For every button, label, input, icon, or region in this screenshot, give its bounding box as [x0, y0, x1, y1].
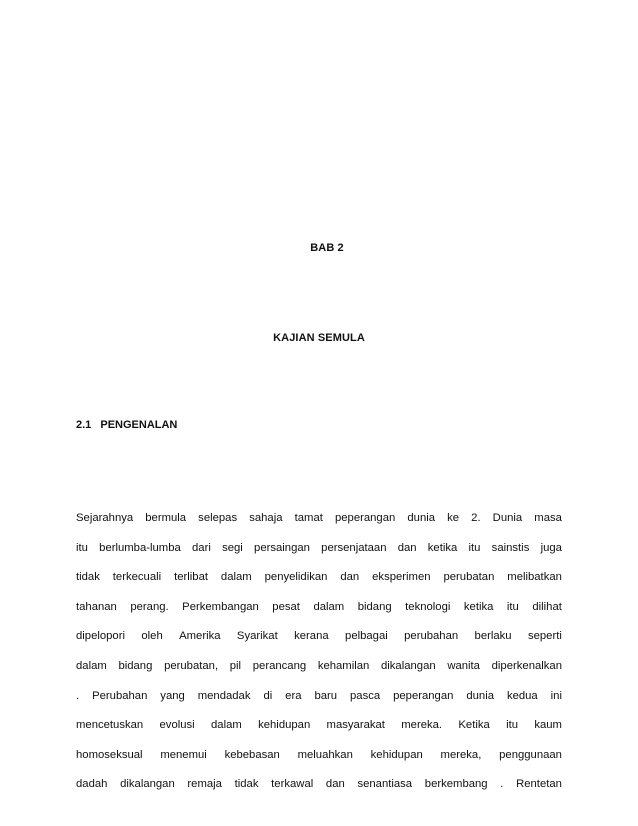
- word: masyarakat: [326, 719, 385, 732]
- word: .: [500, 778, 504, 791]
- word: kedua: [506, 689, 538, 702]
- paragraph-line: [76, 776, 562, 806]
- word: bermula: [145, 512, 187, 524]
- word: sainstis: [491, 541, 530, 554]
- word: selepas: [198, 512, 238, 524]
- word: dipelopori: [76, 630, 125, 643]
- word: melibatkan: [507, 571, 562, 584]
- word: berlumba-lumba: [99, 541, 181, 554]
- word: pasca: [350, 689, 381, 702]
- word: senantiasa: [357, 778, 413, 791]
- word: mereka,: [440, 748, 482, 761]
- word: dan: [397, 541, 417, 554]
- word: Perkembangan: [182, 600, 259, 613]
- paragraph-line: [76, 540, 562, 570]
- word: ke: [447, 512, 460, 524]
- paragraph-line: [76, 747, 562, 777]
- word: itu: [468, 541, 481, 554]
- word: terkecuali: [112, 571, 162, 584]
- word: tidak: [234, 778, 259, 791]
- word: Amerika: [179, 630, 221, 643]
- word: kehamilan: [317, 659, 370, 672]
- word: itu: [506, 719, 519, 732]
- section-title: PENGENALAN: [100, 419, 178, 431]
- word: Sejarahnya: [76, 512, 134, 524]
- word: Ketika: [458, 719, 490, 732]
- word: teknologi: [405, 600, 451, 613]
- paragraph-line: [76, 688, 562, 718]
- word: seperti: [527, 630, 562, 643]
- word: persenjataan: [321, 541, 387, 554]
- chapter-title: KAJIAN SEMULA: [273, 332, 365, 344]
- word: kerana: [294, 630, 329, 643]
- word: era: [285, 689, 302, 702]
- word: di: [263, 689, 273, 702]
- word: dari: [192, 541, 211, 554]
- word: mendadak: [197, 689, 251, 702]
- word: wanita: [447, 659, 480, 672]
- paragraph-line: [76, 628, 562, 658]
- word: masa: [534, 512, 562, 524]
- paragraph-line: [76, 717, 562, 747]
- word: oleh: [141, 630, 163, 643]
- word: mencetuskan: [76, 719, 144, 732]
- word: tahanan: [76, 600, 117, 613]
- word: itu: [76, 541, 88, 554]
- word: sahaja: [249, 512, 283, 524]
- word: Syarikat: [236, 630, 278, 643]
- word: Perubahan: [92, 689, 148, 702]
- word: ketika: [463, 600, 494, 613]
- paragraph-line: [76, 599, 562, 629]
- word: kehidupan: [370, 748, 423, 761]
- word: ketika: [427, 541, 458, 554]
- paragraph-line: [76, 658, 562, 688]
- word: terkawal: [271, 778, 314, 791]
- word: dunia: [466, 689, 494, 702]
- word: dan: [325, 778, 345, 791]
- word: penyelidikan: [264, 571, 328, 584]
- word: juga: [540, 541, 562, 554]
- word: itu: [506, 600, 519, 613]
- word: meluahkan: [297, 748, 353, 761]
- word: kebebasan: [224, 748, 280, 761]
- word: dikalangan: [120, 778, 175, 791]
- section-number: 2.1: [76, 419, 92, 431]
- word: segi: [222, 541, 243, 554]
- paragraph-line: [76, 569, 562, 599]
- paragraph-line: [76, 510, 562, 540]
- word: dalam: [211, 719, 242, 732]
- word: kaum: [534, 719, 562, 732]
- body-paragraph: [76, 510, 562, 806]
- word: perang.: [130, 600, 169, 613]
- word: perancang: [252, 659, 307, 672]
- word: evolusi: [159, 719, 195, 732]
- word: Rentetan: [516, 778, 562, 791]
- word: perubatan,: [164, 659, 219, 672]
- word: penggunaan: [499, 748, 562, 761]
- word: berkembang: [424, 778, 488, 791]
- word: mereka.: [401, 719, 443, 732]
- word: bidang: [357, 600, 392, 613]
- word: ini: [550, 689, 562, 702]
- word: homoseksual: [76, 748, 143, 761]
- word: yang: [160, 689, 185, 702]
- word: Dunia: [492, 512, 523, 524]
- word: dikalangan: [380, 659, 436, 672]
- word: 2.: [471, 512, 481, 524]
- word: pil: [229, 659, 242, 672]
- word: baru: [314, 689, 338, 702]
- word: persaingan: [254, 541, 310, 554]
- word: diperkenalkan: [491, 659, 562, 672]
- word: dalam: [220, 571, 252, 584]
- word: perubahan: [404, 630, 459, 643]
- word: kehidupan: [258, 719, 311, 732]
- word: tamat: [294, 512, 323, 524]
- word: perubatan: [443, 571, 495, 584]
- word: bidang: [118, 659, 153, 672]
- word: peperangan: [334, 512, 396, 524]
- word: menemui: [160, 748, 207, 761]
- word: tidak: [76, 571, 100, 584]
- word: dalam: [313, 600, 345, 613]
- word: dan: [340, 571, 360, 584]
- word: pesat: [272, 600, 300, 613]
- word: eksperimen: [372, 571, 431, 584]
- word: terlibat: [174, 571, 208, 584]
- word: dadah: [76, 778, 108, 791]
- word: dunia: [407, 512, 436, 524]
- word: dilihat: [532, 600, 562, 613]
- chapter-number: BAB 2: [310, 242, 344, 254]
- word: dalam: [76, 659, 107, 672]
- word: peperangan: [393, 689, 454, 702]
- word: pelbagai: [345, 630, 388, 643]
- word: berlaku: [474, 630, 512, 643]
- section-heading: [76, 419, 177, 431]
- word: .: [76, 689, 80, 702]
- word: remaja: [187, 778, 222, 791]
